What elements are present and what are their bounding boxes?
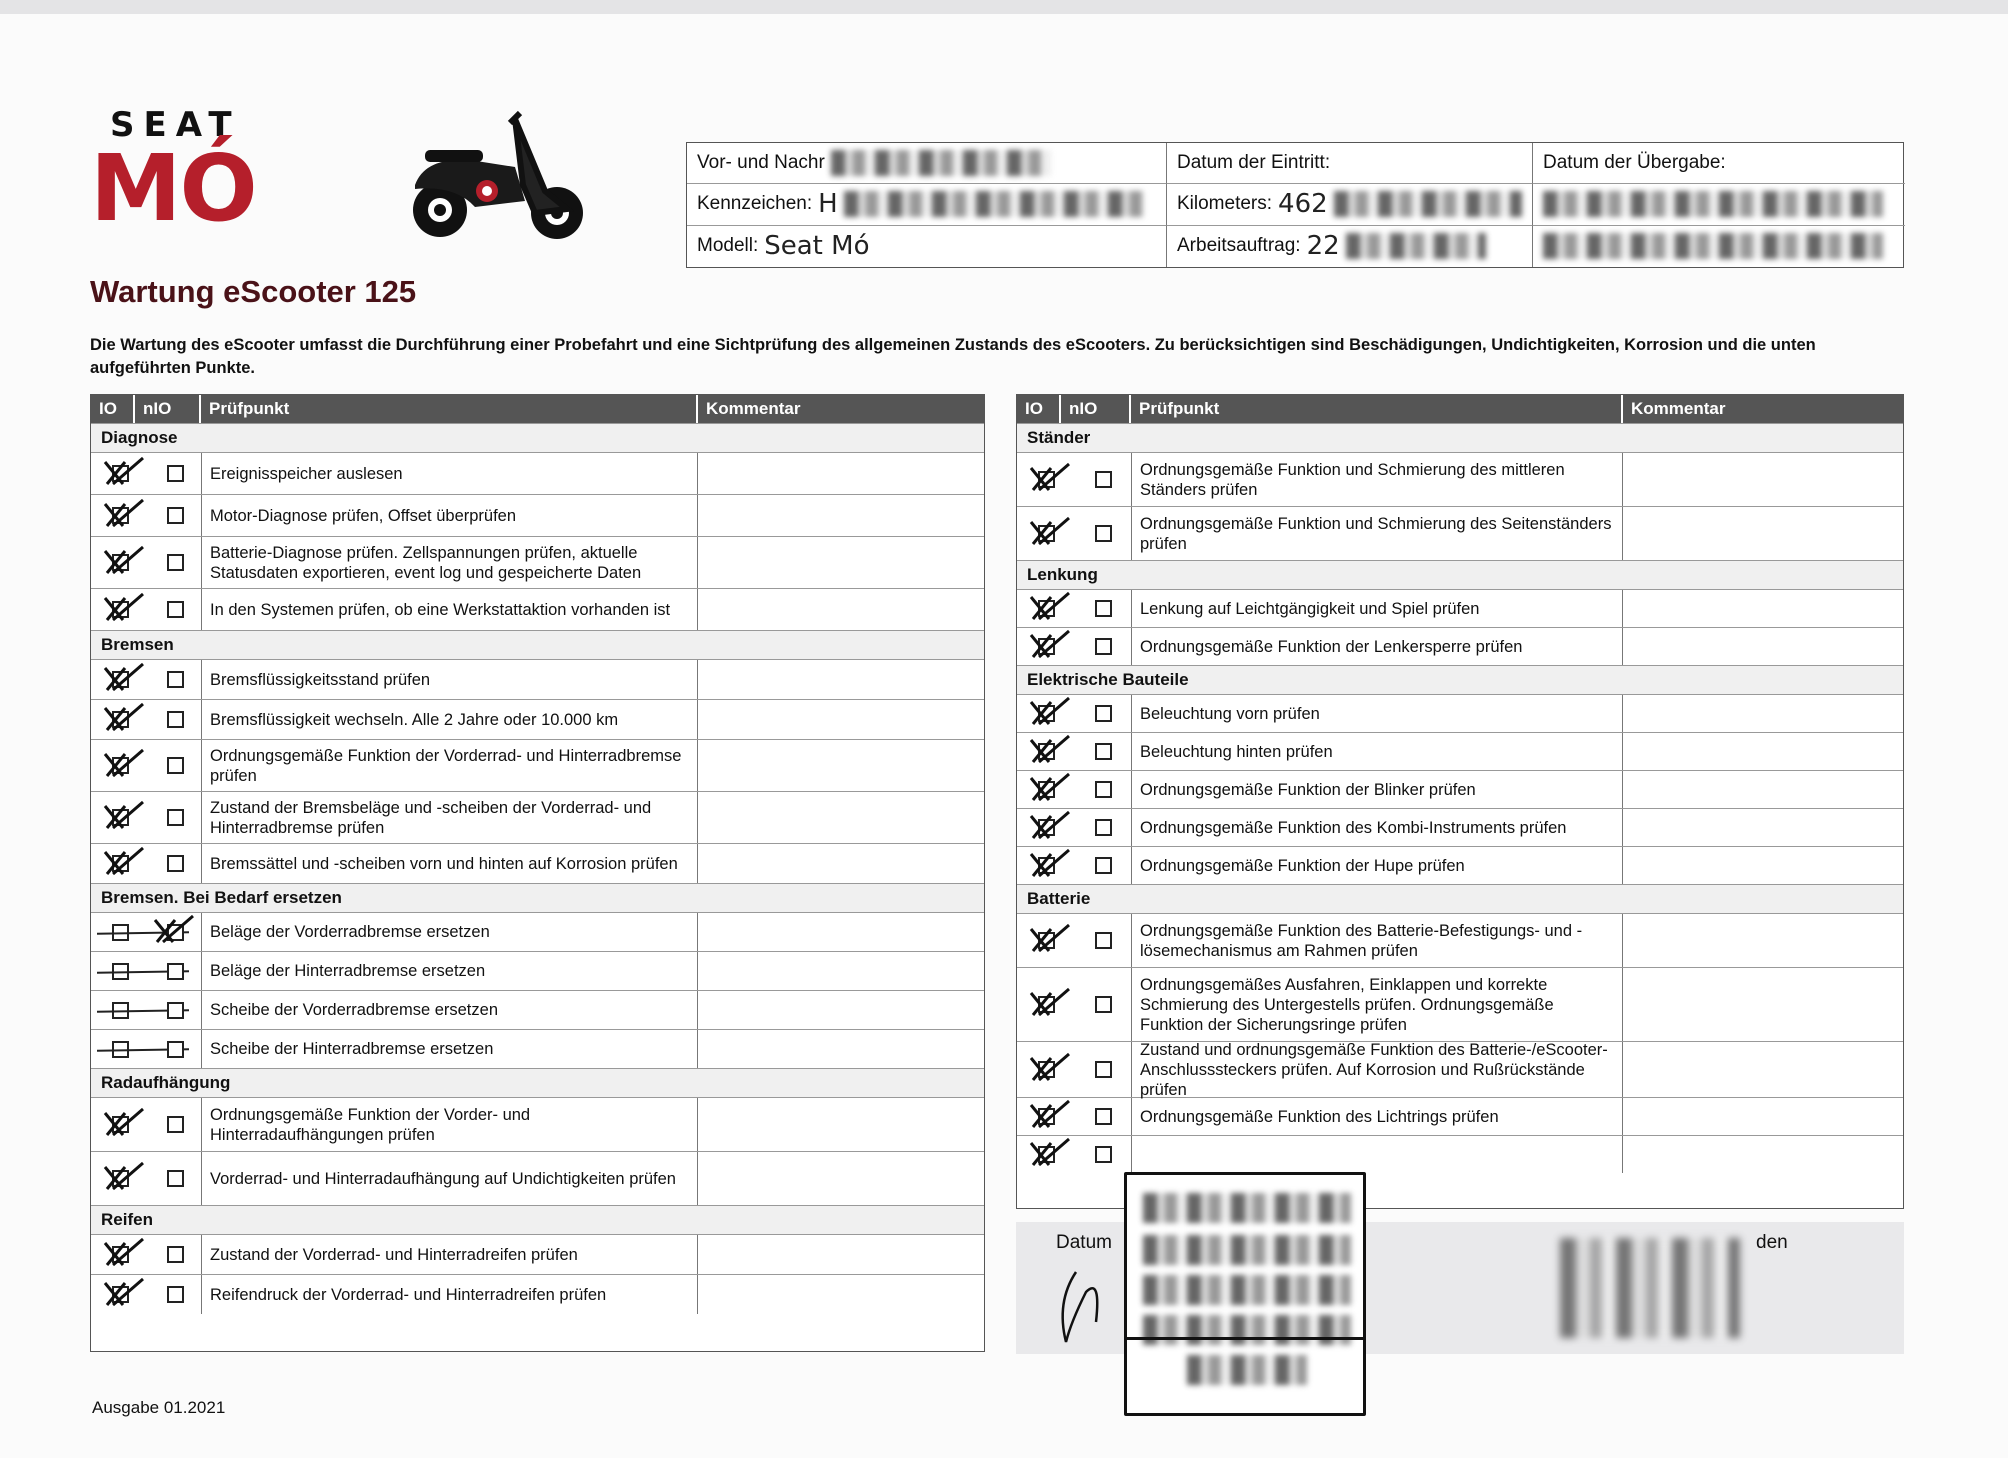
col-nio: nIO [1061, 395, 1131, 423]
checklist-row [91, 536, 984, 588]
io-checkbox[interactable] [91, 1098, 149, 1151]
redacted-name [831, 150, 1051, 176]
checkmark-x-icon [1025, 921, 1073, 957]
redacted-km [1334, 191, 1522, 217]
section-diagnose: Diagnose [91, 423, 984, 452]
checkmark-x-icon [1025, 1097, 1073, 1133]
kommentar-cell[interactable] [698, 792, 984, 843]
redacted-stamp [1124, 1172, 1366, 1416]
nio-checkbox[interactable] [1075, 733, 1131, 770]
auftrag-label: Arbeitsauftrag: [1177, 235, 1301, 257]
table-header [1017, 395, 1903, 423]
checklist-row [91, 739, 984, 791]
checkmark-x-icon [99, 496, 147, 532]
col-nio: nIO [135, 395, 201, 423]
io-checkbox[interactable] [91, 1152, 149, 1205]
kommentar-cell[interactable] [1623, 1042, 1903, 1097]
kommentar-cell[interactable] [698, 700, 984, 739]
signature-right-label: den [1756, 1232, 1788, 1253]
io-checkbox[interactable] [91, 792, 149, 843]
col-io: IO [1017, 395, 1061, 423]
logo-mo-wordmark: MÓ [90, 135, 256, 242]
pruefpunkt-text: In den Systemen prüfen, ob eine Werkstattaktion vorhanden ist [201, 589, 698, 630]
pruefpunkt-text: Motor-Diagnose prüfen, Offset überprüfen [201, 495, 698, 536]
checklist-row [91, 659, 984, 699]
datum-uebergabe-cell [1533, 143, 1905, 184]
checkmark-x-icon [99, 1105, 147, 1141]
kommentar-cell[interactable] [1623, 809, 1903, 846]
pruefpunkt-text: Zustand der Vorderrad- und Hinterradreifen prüfen [201, 1235, 698, 1274]
checklist-row [91, 791, 984, 843]
redacted-plate [844, 191, 1144, 217]
redacted-date-cell [1533, 184, 1905, 225]
io-checkbox[interactable] [91, 1235, 149, 1274]
pruefpunkt-text: Batterie-Diagnose prüfen. Zellspannungen prüfen, aktuelle Statusdaten exportieren, event log und gespeicherte Daten [201, 537, 698, 588]
nio-checkbox[interactable] [1075, 1098, 1131, 1135]
kommentar-cell[interactable] [1623, 507, 1903, 560]
section-lenkung: Lenkung [1017, 560, 1903, 589]
nio-checkbox[interactable] [1075, 590, 1131, 627]
checkmark-x-icon [99, 543, 147, 579]
col-io: IO [91, 395, 135, 423]
section-reifen: Reifen [91, 1205, 984, 1234]
checkmark-x-icon [1025, 808, 1073, 844]
checklist-row [91, 912, 984, 951]
pruefpunkt-text: Bremsflüssigkeit wechseln. Alle 2 Jahre oder 10.000 km [201, 700, 698, 739]
kommentar-cell[interactable] [1623, 914, 1903, 967]
pruefpunkt-text: Lenkung auf Leichtgängigkeit und Spiel prüfen [1131, 590, 1623, 627]
section-bremsen-ersetzen: Bremsen. Bei Bedarf ersetzen [91, 883, 984, 912]
kommentar-cell[interactable] [1623, 1136, 1903, 1173]
checklist-row [1017, 770, 1903, 808]
checkmark-x-icon [99, 1159, 147, 1195]
checklist-row [91, 588, 984, 630]
checkmark-x-icon [99, 1235, 147, 1271]
nio-checkbox[interactable] [1075, 453, 1131, 506]
checkmark-x-icon [1025, 770, 1073, 806]
checkmark-x-icon [99, 844, 147, 880]
io-checkbox[interactable] [91, 453, 149, 494]
nio-checkbox[interactable] [149, 700, 201, 739]
io-checkbox[interactable] [91, 1275, 149, 1314]
checkmark-x-icon [99, 454, 147, 490]
checklist-row [1017, 967, 1903, 1041]
kommentar-cell[interactable] [1623, 695, 1903, 732]
pruefpunkt-text: Bremssättel und -scheiben vorn und hinten auf Korrosion prüfen [201, 844, 698, 883]
table-header [91, 395, 984, 423]
modell-value: Seat Mó [764, 231, 870, 262]
checkmark-x-icon [1025, 846, 1073, 882]
checklist-row [91, 951, 984, 990]
checkmark-x-icon [1025, 985, 1073, 1021]
pruefpunkt-text: Ordnungsgemäße Funktion der Vorder- und Hinterradaufhängungen prüfen [201, 1098, 698, 1151]
io-checkbox[interactable] [91, 913, 149, 951]
section-radaufhaengung: Radaufhängung [91, 1068, 984, 1097]
name-cell [687, 143, 1167, 184]
nio-checkbox[interactable] [1075, 1136, 1131, 1173]
kommentar-cell[interactable] [698, 844, 984, 883]
section-batterie: Batterie [1017, 884, 1903, 913]
nio-checkbox[interactable] [1075, 628, 1131, 665]
io-checkbox[interactable] [1017, 695, 1075, 732]
redacted-signature [1560, 1238, 1740, 1338]
kommentar-cell[interactable] [698, 1235, 984, 1274]
nio-checkbox[interactable] [1075, 847, 1131, 884]
logo-seat-wordmark: SEAT [110, 105, 241, 145]
checklist-row [1017, 452, 1903, 506]
kommentar-cell[interactable] [698, 1275, 984, 1314]
pruefpunkt-text: Ordnungsgemäße Funktion und Schmierung des Seitenständers prüfen [1131, 507, 1623, 560]
io-checkbox[interactable] [1017, 1042, 1075, 1097]
checkmark-x-icon [1025, 589, 1073, 625]
checklist-row [1017, 732, 1903, 770]
kommentar-cell[interactable] [698, 740, 984, 791]
kennzeichen-value: H [818, 189, 838, 220]
checkmark-x-icon [1025, 1135, 1073, 1171]
pruefpunkt-text: Beleuchtung vorn prüfen [1131, 695, 1623, 732]
stamp-line [1187, 1355, 1307, 1385]
pruefpunkt-text: Ordnungsgemäße Funktion der Vorderrad- und Hinterradbremse prüfen [201, 740, 698, 791]
pruefpunkt-text: Zustand und ordnungsgemäße Funktion des Batterie-/eScooter-Anschlusssteckers prüfen. Auf Korrosion und Rußrückstände prüfen [1131, 1042, 1623, 1097]
checkmark-x-icon [99, 746, 147, 782]
section-elektrische-bauteile: Elektrische Bauteile [1017, 665, 1903, 694]
nio-checkbox[interactable] [149, 1235, 201, 1274]
kommentar-cell[interactable] [1623, 968, 1903, 1041]
kennzeichen-label: Kennzeichen: [697, 193, 813, 215]
pruefpunkt-text: Scheibe der Vorderradbremse ersetzen [201, 991, 698, 1029]
checklist-row [1017, 589, 1903, 627]
checklist-row [1017, 846, 1903, 884]
nio-checkbox[interactable] [149, 952, 201, 990]
pruefpunkt-text [1131, 1136, 1623, 1173]
kommentar-cell[interactable] [698, 495, 984, 536]
col-pruefpunkt: Prüfpunkt [201, 395, 698, 423]
modell-cell [687, 226, 1167, 267]
nio-checkbox[interactable] [149, 740, 201, 791]
io-checkbox[interactable] [1017, 771, 1075, 808]
io-checkbox[interactable] [91, 740, 149, 791]
checkmark-x-icon [1025, 627, 1073, 663]
pruefpunkt-text: Ordnungsgemäße Funktion der Lenkersperre prüfen [1131, 628, 1623, 665]
checkmark-x-icon [1025, 460, 1073, 496]
io-checkbox[interactable] [91, 589, 149, 630]
km-value: 462 [1278, 189, 1328, 220]
io-checkbox[interactable] [91, 660, 149, 699]
checklist-row [1017, 808, 1903, 846]
pruefpunkt-text: Ordnungsgemäße Funktion des Lichtrings prüfen [1131, 1098, 1623, 1135]
datum-uebergabe-label: Datum der Übergabe: [1543, 152, 1726, 174]
redacted-extra [1543, 233, 1883, 259]
pruefpunkt-text: Bremsflüssigkeitsstand prüfen [201, 660, 698, 699]
checklist-table-left [90, 394, 985, 1352]
kommentar-cell[interactable] [698, 589, 984, 630]
io-checkbox[interactable] [91, 495, 149, 536]
kommentar-cell[interactable] [698, 913, 984, 951]
pruefpunkt-text: Ordnungsgemäße Funktion des Batterie-Befestigungs- und -lösemechanismus am Rahmen prüfen [1131, 914, 1623, 967]
checkmark-x-icon [99, 798, 147, 834]
col-pruefpunkt: Prüfpunkt [1131, 395, 1623, 423]
checklist-row [91, 1274, 984, 1314]
checklist-row [1017, 1097, 1903, 1135]
kommentar-cell[interactable] [1623, 771, 1903, 808]
nio-checkbox[interactable] [1075, 809, 1131, 846]
nio-checkbox[interactable] [1075, 507, 1131, 560]
name-label: Vor- und Nachr [697, 152, 825, 174]
pruefpunkt-text: Ereignisspeicher auslesen [201, 453, 698, 494]
kommentar-cell[interactable] [698, 660, 984, 699]
section-bremsen: Bremsen [91, 630, 984, 659]
stamp-line [1143, 1193, 1351, 1223]
km-cell [1167, 184, 1533, 225]
checklist-row [1017, 913, 1903, 967]
nio-checkbox[interactable] [1075, 968, 1131, 1041]
pruefpunkt-text: Ordnungsgemäße Funktion der Hupe prüfen [1131, 847, 1623, 884]
nio-checkbox[interactable] [1075, 1042, 1131, 1097]
checkmark-x-icon [149, 912, 197, 948]
checkmark-x-icon [99, 660, 147, 696]
stamp-divider [1127, 1337, 1363, 1340]
io-checkbox[interactable] [91, 537, 149, 588]
customer-header-grid [686, 142, 1904, 268]
io-checkbox[interactable] [91, 1030, 149, 1068]
io-checkbox[interactable] [91, 991, 149, 1029]
redacted-auftrag [1346, 233, 1486, 259]
nio-checkbox[interactable] [1075, 771, 1131, 808]
edition-footer: Ausgabe 01.2021 [92, 1398, 226, 1417]
checklist-row [1017, 1135, 1903, 1173]
nio-checkbox[interactable] [1075, 914, 1131, 967]
nio-checkbox[interactable] [149, 453, 201, 494]
kommentar-cell[interactable] [698, 1152, 984, 1205]
kommentar-cell[interactable] [698, 952, 984, 990]
io-checkbox[interactable] [1017, 1136, 1075, 1173]
kommentar-cell[interactable] [1623, 1098, 1903, 1135]
checklist-row [91, 494, 984, 536]
stamp-line [1143, 1275, 1351, 1305]
checklist-table-right [1016, 394, 1904, 1209]
nio-checkbox[interactable] [149, 1152, 201, 1205]
nio-checkbox[interactable] [149, 495, 201, 536]
kennzeichen-cell [687, 184, 1167, 225]
kommentar-cell[interactable] [698, 453, 984, 494]
io-checkbox[interactable] [91, 844, 149, 883]
checkmark-x-icon [1025, 1050, 1073, 1086]
io-checkbox[interactable] [1017, 847, 1075, 884]
io-checkbox[interactable] [1017, 590, 1075, 627]
pruefpunkt-text: Vorderrad- und Hinterradaufhängung auf Undichtigkeiten prüfen [201, 1152, 698, 1205]
io-checkbox[interactable] [1017, 968, 1075, 1041]
io-checkbox[interactable] [1017, 628, 1075, 665]
checkmark-x-icon [99, 700, 147, 736]
stamp-line [1143, 1235, 1351, 1265]
scooter-illustration [395, 105, 595, 245]
checklist-row [91, 1097, 984, 1151]
io-checkbox[interactable] [1017, 809, 1075, 846]
kommentar-cell[interactable] [1623, 453, 1903, 506]
pruefpunkt-text: Ordnungsgemäße Funktion und Schmierung des mittleren Ständers prüfen [1131, 453, 1623, 506]
checklist-row [91, 1029, 984, 1068]
nio-checkbox[interactable] [149, 844, 201, 883]
checkmark-x-icon [1025, 694, 1073, 730]
io-checkbox[interactable] [1017, 914, 1075, 967]
io-checkbox[interactable] [1017, 453, 1075, 506]
pruefpunkt-text: Scheibe der Hinterradbremse ersetzen [201, 1030, 698, 1068]
nio-checkbox[interactable] [1075, 695, 1131, 732]
checkmark-x-icon [1025, 514, 1073, 550]
modell-label: Modell: [697, 235, 759, 257]
kommentar-cell[interactable] [1623, 733, 1903, 770]
io-checkbox[interactable] [1017, 1098, 1075, 1135]
intro-text: Die Wartung des eScooter umfasst die Durchführung einer Probefahrt und eine Sichtprüfung des allgemeinen Zustands des eScooters. Zu berücksichtigen sind Beschädigungen, Undichtigkeiten, Korrosion und die unten aufgeführten Punkte. [90, 336, 1816, 377]
pruefpunkt-text: Beleuchtung hinten prüfen [1131, 733, 1623, 770]
kommentar-cell[interactable] [698, 537, 984, 588]
io-checkbox[interactable] [91, 700, 149, 739]
kommentar-cell[interactable] [698, 991, 984, 1029]
kommentar-cell[interactable] [698, 1030, 984, 1068]
nio-checkbox[interactable] [149, 792, 201, 843]
page-title: Wartung eScooter 125 [90, 274, 417, 309]
checklist-row [1017, 627, 1903, 665]
checklist-row [1017, 506, 1903, 560]
checklist-row [1017, 694, 1903, 732]
nio-checkbox[interactable] [149, 537, 201, 588]
auftrag-cell [1167, 226, 1533, 267]
pruefpunkt-text: Beläge der Vorderradbremse ersetzen [201, 913, 698, 951]
kommentar-cell[interactable] [1623, 628, 1903, 665]
redacted-date [1543, 191, 1883, 217]
checklist-row [91, 990, 984, 1029]
seat-mo-logo [90, 105, 330, 242]
nio-checkbox[interactable] [149, 1275, 201, 1314]
datum-eintritt-cell [1167, 143, 1533, 184]
nio-checkbox[interactable] [149, 589, 201, 630]
pruefpunkt-text: Ordnungsgemäße Funktion der Blinker prüfen [1131, 771, 1623, 808]
io-checkbox[interactable] [91, 952, 149, 990]
signature-date-label: Datum [1056, 1232, 1112, 1253]
checklist-row [91, 1151, 984, 1205]
checklist-row [91, 1234, 984, 1274]
col-kommentar: Kommentar [706, 399, 801, 418]
checklist-row [91, 452, 984, 494]
pruefpunkt-text: Zustand der Bremsbeläge und -scheiben der Vorderrad- und Hinterradbremse prüfen [201, 792, 698, 843]
nio-checkbox[interactable] [149, 913, 201, 951]
km-label: Kilometers: [1177, 193, 1273, 215]
redacted-extra-cell [1533, 226, 1905, 267]
io-checkbox[interactable] [1017, 733, 1075, 770]
checklist-row [1017, 1041, 1903, 1097]
stamp-line [1143, 1315, 1351, 1345]
checklist-row [91, 699, 984, 739]
kommentar-cell[interactable] [1623, 590, 1903, 627]
checklist-row [91, 843, 984, 883]
io-checkbox[interactable] [1017, 507, 1075, 560]
nio-checkbox[interactable] [149, 991, 201, 1029]
col-kommentar: Kommentar [1631, 399, 1726, 418]
section-staender: Ständer [1017, 423, 1903, 452]
pruefpunkt-text: Ordnungsgemäßes Ausfahren, Einklappen und korrekte Schmierung des Untergestells prüfen. Ordnungsgemäße Funktion der Sicherungsringe prüfen [1131, 968, 1623, 1041]
checkmark-x-icon [99, 1275, 147, 1311]
auftrag-value: 22 [1306, 231, 1340, 262]
nio-checkbox[interactable] [149, 1030, 201, 1068]
kommentar-cell[interactable] [698, 1098, 984, 1151]
pruefpunkt-text: Reifendruck der Vorderrad- und Hinterradreifen prüfen [201, 1275, 698, 1314]
nio-checkbox[interactable] [149, 660, 201, 699]
handwritten-signature [1046, 1262, 1126, 1352]
pruefpunkt-text: Ordnungsgemäße Funktion des Kombi-Instruments prüfen [1131, 809, 1623, 846]
pruefpunkt-text: Beläge der Hinterradbremse ersetzen [201, 952, 698, 990]
kommentar-cell[interactable] [1623, 847, 1903, 884]
checkmark-x-icon [99, 590, 147, 626]
checkmark-x-icon [1025, 732, 1073, 768]
datum-eintritt-label: Datum der Eintritt: [1177, 152, 1331, 174]
nio-checkbox[interactable] [149, 1098, 201, 1151]
